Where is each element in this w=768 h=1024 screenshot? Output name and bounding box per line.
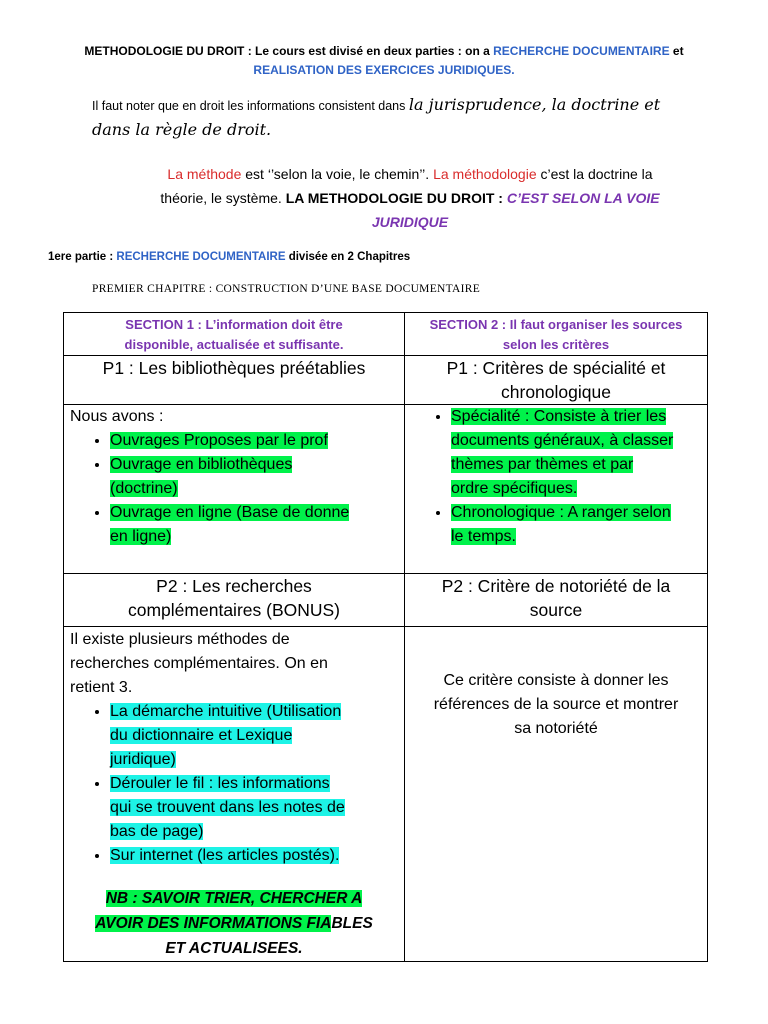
header-recherche: RECHERCHE DOCUMENTAIRE xyxy=(493,44,670,58)
nb-line-2-highlight: AVOIR DES INFORMATIONS FIA xyxy=(95,915,332,932)
methode-term: La méthode xyxy=(167,166,242,182)
p2-left-heading xyxy=(64,574,405,627)
list-item-text: Dérouler le fil : les informations xyxy=(110,775,330,792)
list-item-text: juridique) xyxy=(110,751,176,768)
list-item-text: Chronologique : A ranger selon xyxy=(451,504,671,521)
document-header xyxy=(60,42,708,80)
part-title xyxy=(48,251,410,263)
list-item-text: en ligne) xyxy=(110,528,172,545)
method-paragraph xyxy=(90,162,730,234)
p2-right-heading xyxy=(405,574,708,627)
voie-juridique-1: C’EST SELON LA VOIE xyxy=(506,190,660,206)
part-recherche: RECHERCHE DOCUMENTAIRE xyxy=(116,251,286,263)
content-row-2 xyxy=(64,627,708,962)
p1-left-text: P1 : Les bibliothèques préétablies xyxy=(102,358,366,378)
list-item xyxy=(110,700,398,772)
methodologie-droit: LA METHODOLOGIE DU DROIT : xyxy=(285,190,507,206)
nb-line-2-rest: BLES xyxy=(331,915,373,932)
list-item xyxy=(110,501,398,549)
right2-line: références de la source et montrer xyxy=(433,696,679,713)
header-text-2: et xyxy=(669,44,684,58)
right-content-1 xyxy=(405,405,708,574)
p1-right-line-1: P1 : Critères de spécialité et xyxy=(446,358,666,378)
course-table xyxy=(63,312,708,962)
list-item-text: qui se trouvent dans les notes de xyxy=(110,799,345,816)
methodologie-def-2: théorie, le système. xyxy=(160,190,286,206)
section-1-line-1: SECTION 1 : L’information doit être xyxy=(125,317,343,332)
list-item-text: Spécialité : Consiste à trier les xyxy=(451,408,667,425)
list-item-text: le temps. xyxy=(451,528,516,545)
section-2-line-1: SECTION 2 : Il faut organiser les sources xyxy=(429,317,683,332)
section-2-cell xyxy=(405,313,708,356)
list-item xyxy=(451,405,701,501)
section-1-line-2: disponible, actualisée et suffisante. xyxy=(124,337,344,352)
list-item-text: Sur internet (les articles postés). xyxy=(110,847,340,864)
right2-line: Ce critère consiste à donner les xyxy=(443,672,669,689)
left-intro: Nous avons : xyxy=(70,408,164,425)
intro-script-1: la jurisprudence, la doctrine et xyxy=(408,95,661,114)
p1-right-line-2: chronologique xyxy=(501,382,611,402)
right-list-1 xyxy=(411,405,701,549)
list-item xyxy=(110,429,398,453)
methodologie-def: c’est la doctrine la xyxy=(536,166,653,182)
left-content-1 xyxy=(64,405,405,574)
header-text-1: METHODOLOGIE DU DROIT : Le cours est divisé en deux parties : on a xyxy=(84,44,494,58)
p1-left-heading xyxy=(64,356,405,405)
voie-juridique-2: JURIDIQUE xyxy=(371,214,449,230)
list-item xyxy=(110,772,398,844)
p2-left-line-1: P2 : Les recherches xyxy=(156,576,312,596)
left-content-2 xyxy=(64,627,405,962)
left2-intro-line: recherches complémentaires. On en xyxy=(70,655,328,672)
p2-right-line-1: P2 : Critère de notoriété de la xyxy=(441,576,671,596)
nb-note xyxy=(70,886,398,961)
list-item-text: Ouvrage en bibliothèques xyxy=(110,456,293,473)
p1-right-heading xyxy=(405,356,708,405)
methodologie-term: La méthodologie xyxy=(433,166,537,182)
p2-left-line-2: complémentaires (BONUS) xyxy=(128,600,340,620)
section-1-cell xyxy=(64,313,405,356)
p2-row xyxy=(64,574,708,627)
right2-line: sa notoriété xyxy=(514,720,598,737)
list-item-text: du dictionnaire et Lexique xyxy=(110,727,293,744)
right-content-2 xyxy=(405,627,708,962)
methode-def: est ‘’selon la voie, le chemin’’. xyxy=(241,166,434,182)
list-item xyxy=(110,453,398,501)
nb-line-3: ET ACTUALISEES. xyxy=(165,940,303,957)
list-item xyxy=(110,844,398,868)
list-item-text: (doctrine) xyxy=(110,480,178,497)
list-item-text: thèmes par thèmes et par xyxy=(451,456,634,473)
p1-row xyxy=(64,356,708,405)
header-realisation: REALISATION DES EXERCICES JURIDIQUES. xyxy=(253,63,515,77)
list-item-text: documents généraux, à classer xyxy=(451,432,674,449)
intro-text: Il faut noter que en droit les informations consistent dans xyxy=(92,99,409,113)
left2-intro-line: Il existe plusieurs méthodes de xyxy=(70,631,290,648)
list-item-text: Ouvrages Proposes par le prof xyxy=(110,432,328,449)
section-row xyxy=(64,313,708,356)
part-prefix: 1ere partie : xyxy=(48,251,117,263)
list-item-text: Ouvrage en ligne (Base de donne xyxy=(110,504,350,521)
content-row-1 xyxy=(64,405,708,574)
list-item xyxy=(451,501,701,549)
left-list-2 xyxy=(70,700,398,868)
list-item-text: ordre spécifiques. xyxy=(451,480,578,497)
section-2-line-2: selon les critères xyxy=(502,337,610,352)
list-item-text: La démarche intuitive (Utilisation xyxy=(110,703,342,720)
part-suffix: divisée en 2 Chapitres xyxy=(285,251,411,263)
p2-right-line-2: source xyxy=(529,600,583,620)
intro-script-2: dans la règle de droit. xyxy=(92,120,272,139)
left2-intro-line: retient 3. xyxy=(70,679,133,696)
chapter-title: PREMIER CHAPITRE : CONSTRUCTION D’UNE BASE DOCUMENTAIRE xyxy=(92,283,481,295)
list-item-text: bas de page) xyxy=(110,823,204,840)
intro-paragraph xyxy=(92,93,732,142)
left-list-1 xyxy=(70,429,398,549)
nb-line-1: NB : SAVOIR TRIER, CHERCHER A xyxy=(105,890,363,907)
